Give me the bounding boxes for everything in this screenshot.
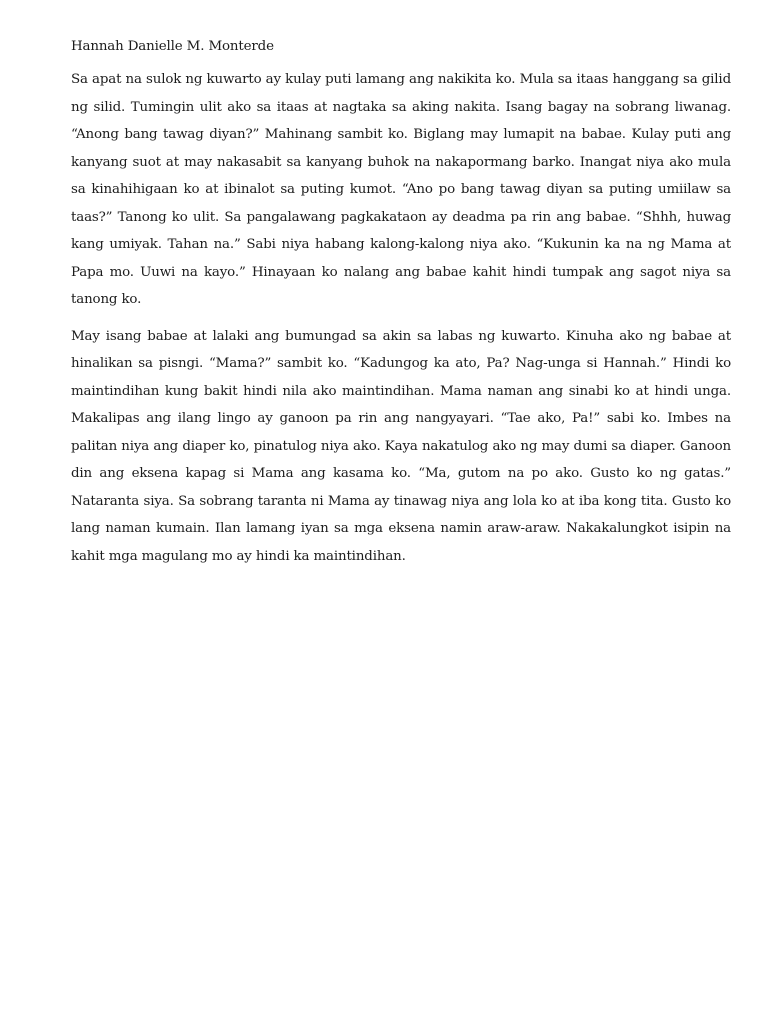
author-name: Hannah Danielle M. Monterde: [71, 39, 274, 54]
document-body: [71, 36, 731, 579]
paragraph-1: Sa apat na sulok ng kuwarto ay kulay puti lamang ang nakikita ko. Mula sa itaas hanggang sa gilid ng silid. Tumingin ulit ako sa itaas at nagtaka sa aking nakita. Isang bagay na sobrang liwanag. “Anong bang tawag diyan?” Mahinang sambit ko. Biglang may lumapit na babae. Kulay puti ang kanyang suot at may nakasabit sa kanyang buhok na nakapormang barko. Inangat niya ako mula sa kinahihigaan ko at ibinalot sa puting kumot. “Ano po bang tawag diyan sa puting umiilaw sa taas?” Tanong ko ulit. Sa pangalawang pagkakataon ay deadma pa rin ang babae. “Shhh, huwag kang umiyak. Tahan na.” Sabi niya habang kalong-kalong niya ako. “Kukunin ka na ng Mama at Papa mo. Uuwi na kayo.” Hinayaan ko nalang ang babae kahit hindi tumpak ang sagot niya sa tanong ko.: [71, 72, 731, 307]
paragraph-2: May isang babae at lalaki ang bumungad sa akin sa labas ng kuwarto. Kinuha ako ng babae at hinalikan sa pisngi. “Mama?” sambit ko. “Kadungog ka ato, Pa? Nag-unga si Hannah.” Hindi ko maintindihan kung bakit hindi nila ako maintindihan. Mama naman ang sinabi ko at hindi unga. Makalipas ang ilang lingo ay ganoon pa rin ang nangyayari. “Tae ako, Pa!” sabi ko. Imbes na palitan niya ang diaper ko, pinatulog niya ako. Kaya nakatulog ako ng may dumi sa diaper. Ganoon din ang eksena kapag si Mama ang kasama ko. “Ma, gutom na po ako. Gusto ko ng gatas.” Nataranta siya. Sa sobrang taranta ni Mama ay tinawag niya ang lola ko at iba kong tita. Gusto ko lang naman kumain. Ilan lamang iyan sa mga eksena namin araw-araw. Nakakalungkot isipin na kahit mga magulang mo ay hindi ka maintindihan.: [71, 328, 731, 564]
